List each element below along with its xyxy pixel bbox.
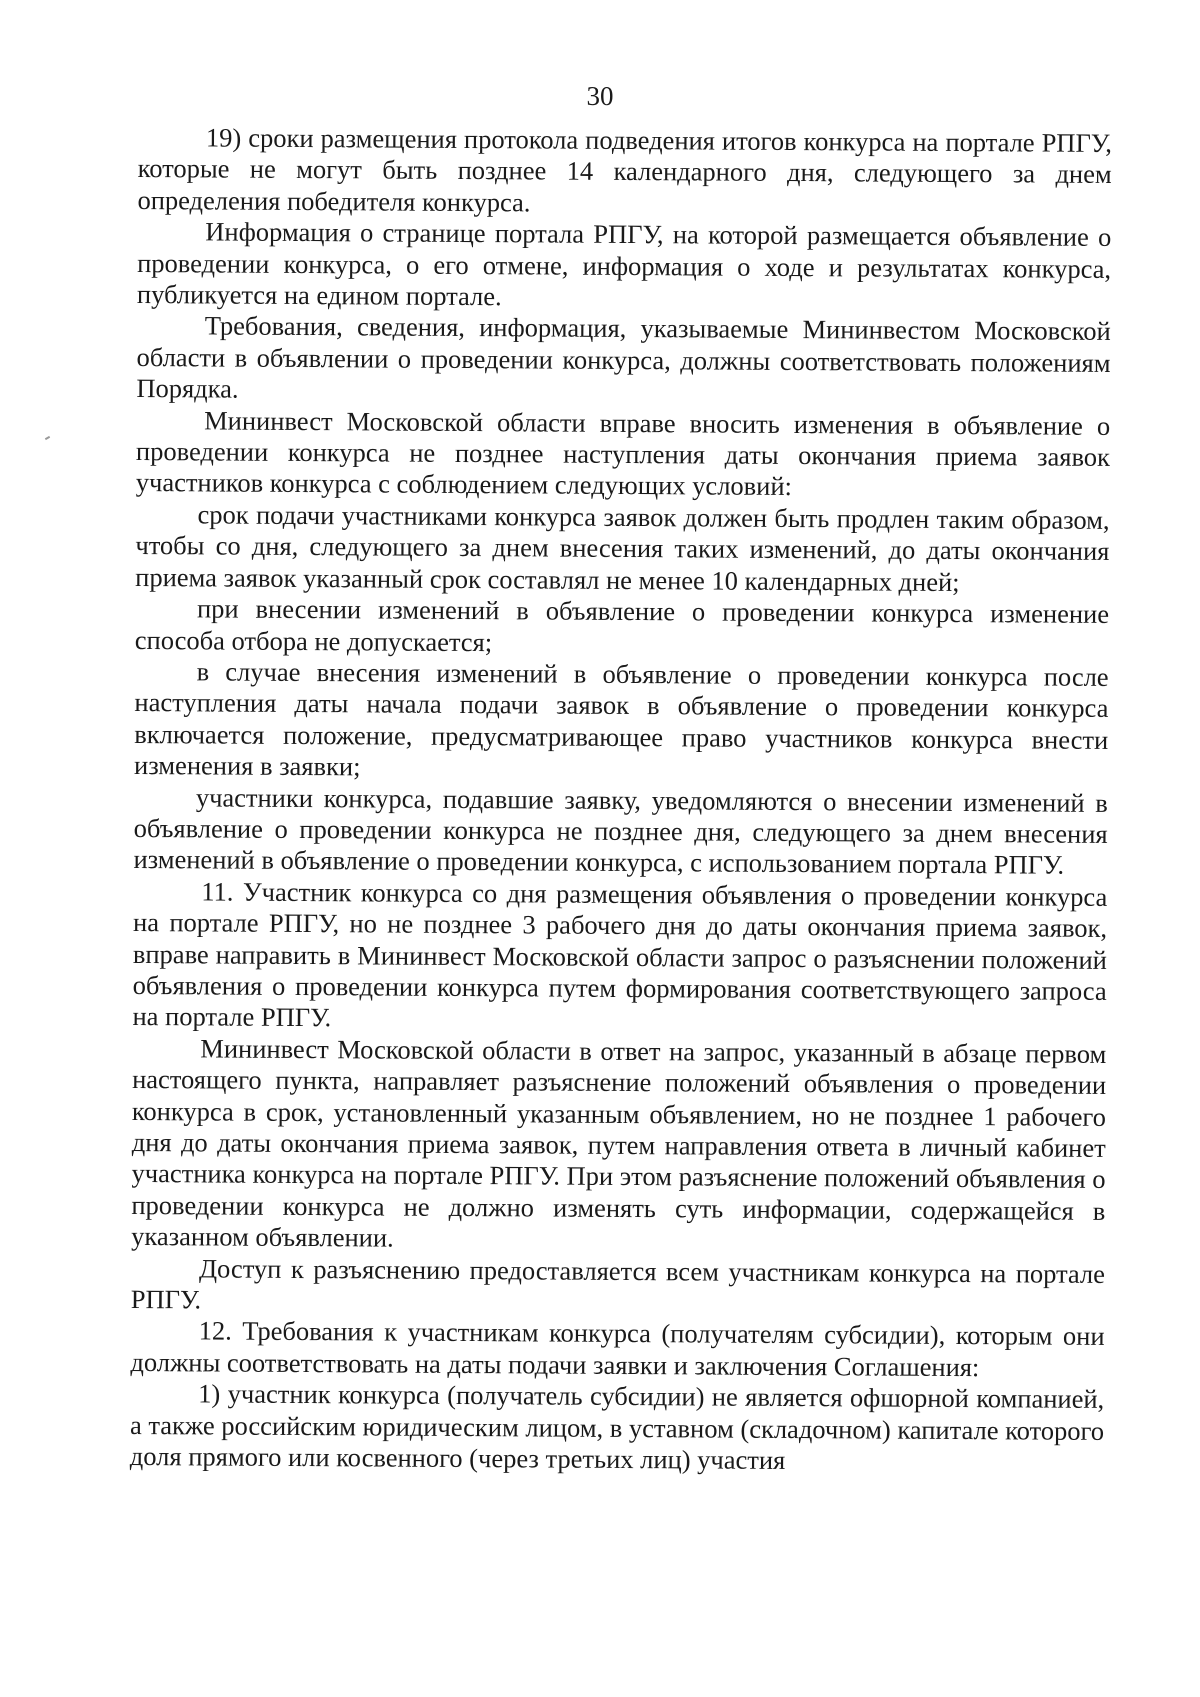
paragraph-notification: участники конкурса, подавшие заявку, уведомляются о внесении изменений в объявление о проведении конкурса не позднее дня, следующего за днем внесения изменений в объявление о проведении конкурса, с использованием портала РПГУ. bbox=[133, 781, 1108, 881]
paragraph-selection-method: при внесении изменений в объявление о проведении конкурса изменение способа отбора не допускается; bbox=[134, 593, 1110, 657]
scan-artifact bbox=[45, 436, 50, 440]
paragraph-application-changes: в случае внесения изменений в объявление о проведении конкурса после наступления даты начала подачи заявок в объявление о проведении конкурса включается положение, предусматривающее право участников конкурса внести изменения в заявки; bbox=[133, 656, 1109, 782]
paragraph-clarification-access: Доступ к разъяснению предоставляется всем участникам конкурса на портале РПГУ. bbox=[130, 1253, 1106, 1315]
paragraph-item-19: 19) сроки размещения протокола подведения итогов конкурса на портале РПГУ, которые не могут быть позднее 14 календарного дня, следующего за днем определения победителя конкурса. bbox=[137, 122, 1112, 218]
paragraph-item-12: 12. Требования к участникам конкурса (получателям субсидии), которым они должны соответствовать на даты подачи заявки и заключения Соглашения: bbox=[130, 1315, 1105, 1383]
paragraph-clarification-response: Мининвест Московской области в ответ на запрос, указанный в абзаце первом настоящего пункта, направляет разъяснение положений объявления о проведении конкурса в срок, установленный указанным объявлением, но не позднее 1 рабочего дня до даты окончания приема заявок, путем направления ответа в личный кабинет участника конкурса на портале РПГУ. При этом разъяснение положений объявления о проведении конкурса не должно изменять суть информации, содержащейся в указанном объявлении. bbox=[131, 1033, 1107, 1253]
paragraph-amendments: Мининвест Московской области вправе вносить изменения в объявление о проведении конкурса не позднее наступления даты окончания приема заявок участников конкурса с соблюдением следующих условий: bbox=[135, 405, 1111, 502]
paragraph-item-12-1: 1) участник конкурса (получатель субсидии) не является офшорной компанией, а также российским юридическим лицом, в уставном (складочном) капитале которого доля прямого или косвенного (через третьих лиц) участия bbox=[129, 1378, 1105, 1476]
paragraph-requirements: Требования, сведения, информация, указываемые Мининвестом Московской области в объявлении о проведении конкурса, должны соответствовать положениям Порядка. bbox=[136, 310, 1111, 404]
page-number: 30 bbox=[586, 81, 614, 111]
paragraph-portal-info: Информация о странице портала РПГУ, на которой размещается объявление о проведении конкурса, о его отмене, информация о ходе и результатах конкурса, публикуется на едином портале. bbox=[136, 216, 1112, 312]
document-body bbox=[130, 122, 1112, 1478]
paragraph-item-11: 11. Участник конкурса со дня размещения объявления о проведении конкурса на портале РПГУ, но не позднее 3 рабочего дня до даты окончания приема заявок, вправе направить в Мининвест Московской области запрос о разъяснении положений объявления о проведении конкурса путем формирования соответствующего запроса на портале РПГУ. bbox=[132, 876, 1108, 1033]
paragraph-deadline-extension: срок подачи участниками конкурса заявок должен быть продлен таким образом, чтобы со дня, следующего за днем внесения таких изменений, до даты окончания приема заявок указанный срок составлял не менее 10 календарных дней; bbox=[135, 499, 1110, 597]
